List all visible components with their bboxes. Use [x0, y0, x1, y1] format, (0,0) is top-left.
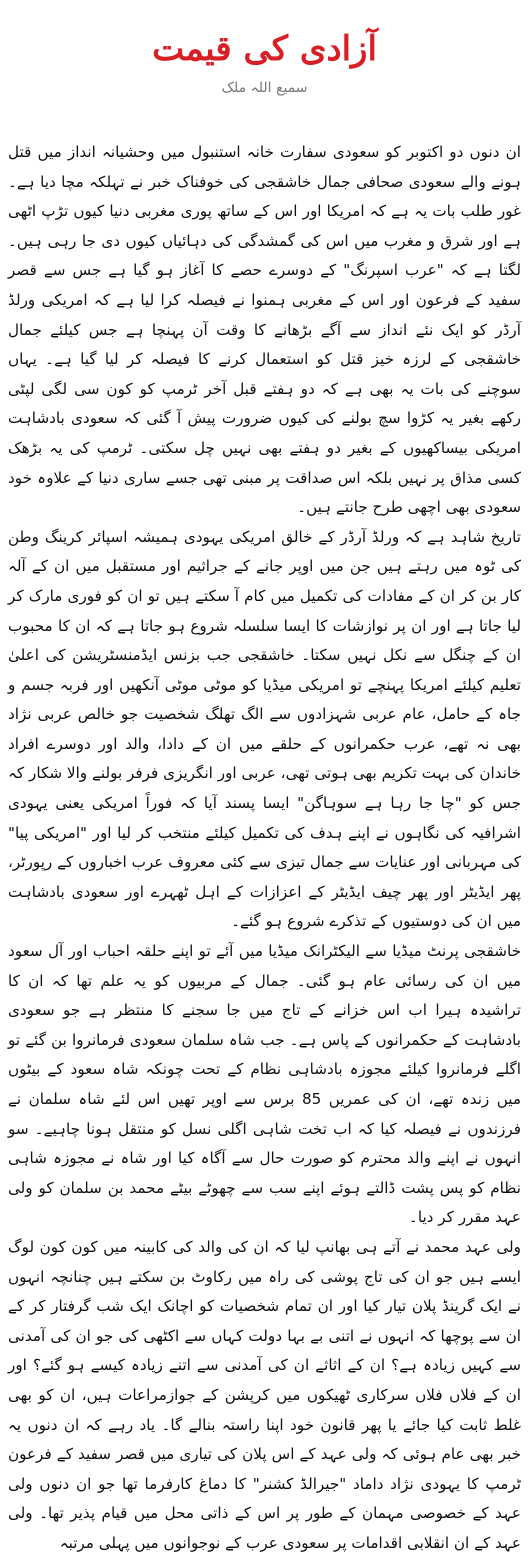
- article-paragraph: ان دنوں دو اکتوبر کو سعودی سفارت خانہ استنبول میں وحشیانہ انداز میں قتل ہونے والے سعودی صحافی جمال خاشقجی کی خوفناک خبر نے تہلکہ مچا دیا ہے۔ غور طلب بات یہ ہے کہ امریکا اور اس کے ساتھ پوری مغربی دنیا کیوں تڑپ اٹھی ہے اور شرق و مغرب میں اس کی گمشدگی کی دہائیاں کیوں دی جا رہی ہیں۔ لگتا ہے کہ "عرب اسپرنگ" کے دوسرے حصے کا آغاز ہو گیا ہے جس سے قصر سفید کے فرعون اور اس کے مغربی ہمنوا نے فیصلہ کرا لیا ہے کہ امریکی ورلڈ آرڈر کو ایک نئے انداز سے آگے بڑھانے کا وقت آن پہنچا ہے جس کیلئے جمال خاشقجی کے لرزہ خیز قتل کو استعمال کرنے کا فیصلہ کر لیا گیا ہے۔ یہاں سوچنے کی بات یہ بھی ہے کہ دو ہفتے قبل آخر ٹرمپ کو کون سی لگی لپٹی رکھے بغیر یہ کڑوا سچ بولنے کی کیوں ضرورت پیش آ گئی کہ سعودی بادشاہت امریکی بیساکھیوں کے بغیر دو ہفتے بھی نہیں چل سکتی۔ ٹرمپ کی یہ بڑھک کسی مذاق پر نہیں بلکہ اس صداقت پر مبنی تھی جسے ساری دنیا کے علاوہ خود سعودی بھی اچھی طرح جانتے ہیں۔: [8, 143, 521, 517]
- article-paragraph: ولی عہد محمد نے آتے ہی بھانپ لیا کہ ان کی والد کی کابینہ میں کون کون لوگ ایسے ہیں جو ان کی تاج پوشی کی راہ میں رکاوٹ بن سکتے ہیں چنانچہ انہوں نے ایک گرینڈ پلان تیار کیا اور ان تمام شخصیات کو اچانک ایک شب گرفتار کر کے ان سے پوچھا کہ انہوں نے اتنی بے بہا دولت کہاں سے اکٹھی کی جو ان کی آمدنی سے کہیں زیادہ ہے؟ ان کے اثاثے ان کی آمدنی سے اتنے زیادہ کیسے ہو گئے؟ اور ان کے فلاں فلاں سرکاری ٹھیکوں میں کرپشن کے جوازمراعات ہیں، ان کو بھی غلط ثابت کیا جائے یا پھر قانون خود اپنا راستہ بنالے گا۔ یاد رہے کہ ان دنوں یہ خبر بھی عام ہوئی کہ ولی عہد کے اس پلان کی تیاری میں قصر سفید کے فرعون ٹرمپ کا یہودی نژاد داماد "جیرالڈ کشنر" کا دماغ کارفرما تھا جو ان دنوں ولی عہد کے خصوصی مہمان کے طور پر اس کے ذاتی محل میں قیام پذیر تھا۔ ولی عہد کے ان انقلابی اقدامات پر سعودی عرب کے نوجوانوں میں پہلی مرتبہ: [8, 1237, 521, 1552]
- article-title: آزادی کی قیمت: [152, 29, 377, 69]
- article-paragraph: خاشقجی پرنٹ میڈیا سے الیکٹرانک میڈیا میں آئے تو اپنے حلقہ احباب اور آل سعود میں ان کی رسائی عام ہو گئی۔ جمال کے مربیوں کو یہ علم تھا کہ ان کا تراشیدہ ہیرا اب اس خزانے کے تاج میں جا سجنے کا منتظر ہے جو سعودی بادشاہت کے حکمرانوں کے پاس ہے۔ جب شاہ سلمان سعودی فرمانروا بن گئے تو اگلے فرمانروا کیلئے مجوزہ بادشاہی نظام کے تحت چونکہ شاہ سعود کے بیٹوں میں زندہ تھے، ان کی عمریں 85 برس سے اوپر تھیں اس لئے شاہ سلمان نے فرزندوں نے فیصلہ کیا کہ اب تخت شاہی اگلی نسل کو منتقل ہونا چاہیے۔ سو انہوں نے اپنے والد محترم کو صورت حال سے آگاہ کیا اور شاہ نے مجوزہ شاہی نظام کو پس پشت ڈالتے ہوئے اپنے سب سے چھوٹے بیٹے محمد بن سلمان کو ولی عہد مقرر کر دیا۔: [8, 942, 521, 1227]
- article-body: [8, 138, 521, 1559]
- article-page: [0, 26, 529, 1552]
- author-byline: سمیع اللہ ملک: [221, 80, 308, 96]
- article-paragraph: تاریخ شاہد ہے کہ ورلڈ آرڈر کے خالق امریکی یہودی ہمیشہ اسپائر کرینگ وطن کی ٹوہ میں رہتے ہیں جن میں اوپر جانے کے جراثیم اور مستقبل میں ان کے آلہ کار بن کر ان کے مفادات کی تکمیل میں کام آ سکتے ہیں تو ان کو فوری مارک کر لیا جاتا ہے اور ان پر نوازشات کا ایسا سلسلہ شروع ہو جاتا ہے کہ ان کا محبوب ان کے چنگل سے نکل نہیں سکتا۔ خاشقجی جب بزنس ایڈمنسٹریشن کی اعلیٰ تعلیم کیلئے امریکا پہنچے تو امریکی میڈیا کو موٹی موٹی آنکھیں اور فربہ جسم و جاہ کے حامل، عام عربی شہزادوں سے الگ تھلگ شخصیت جو خالص عربی نژاد بھی نہ تھے، عرب حکمرانوں کے حلقے میں ان کے دادا، والد اور دوسرے افراد خاندان کی بہت تکریم بھی ہوتی تھی، عربی اور انگریزی فرفر بولنے والا شکار کہ جس کو "چا جا رہا ہے سوہاگن" ایسا پسند آیا کہ فوراً امریکی یعنی یہودی اشرافیہ کی نگاہوں نے اپنے ہدف کی تکمیل کیلئے منتخب کر لیا اور "امریکی پیا" کی مہربانی اور عنایات سے جمال تیزی سے کئی معروف عرب اخباروں کے رپورٹر، پھر ایڈیٹر اور پھر چیف ایڈیٹر کے اعزازات کے اہل ٹھہرے اور سعودی بادشاہت میں ان کی دوستیوں کے تذکرے شروع ہو گئے۔: [8, 527, 521, 931]
